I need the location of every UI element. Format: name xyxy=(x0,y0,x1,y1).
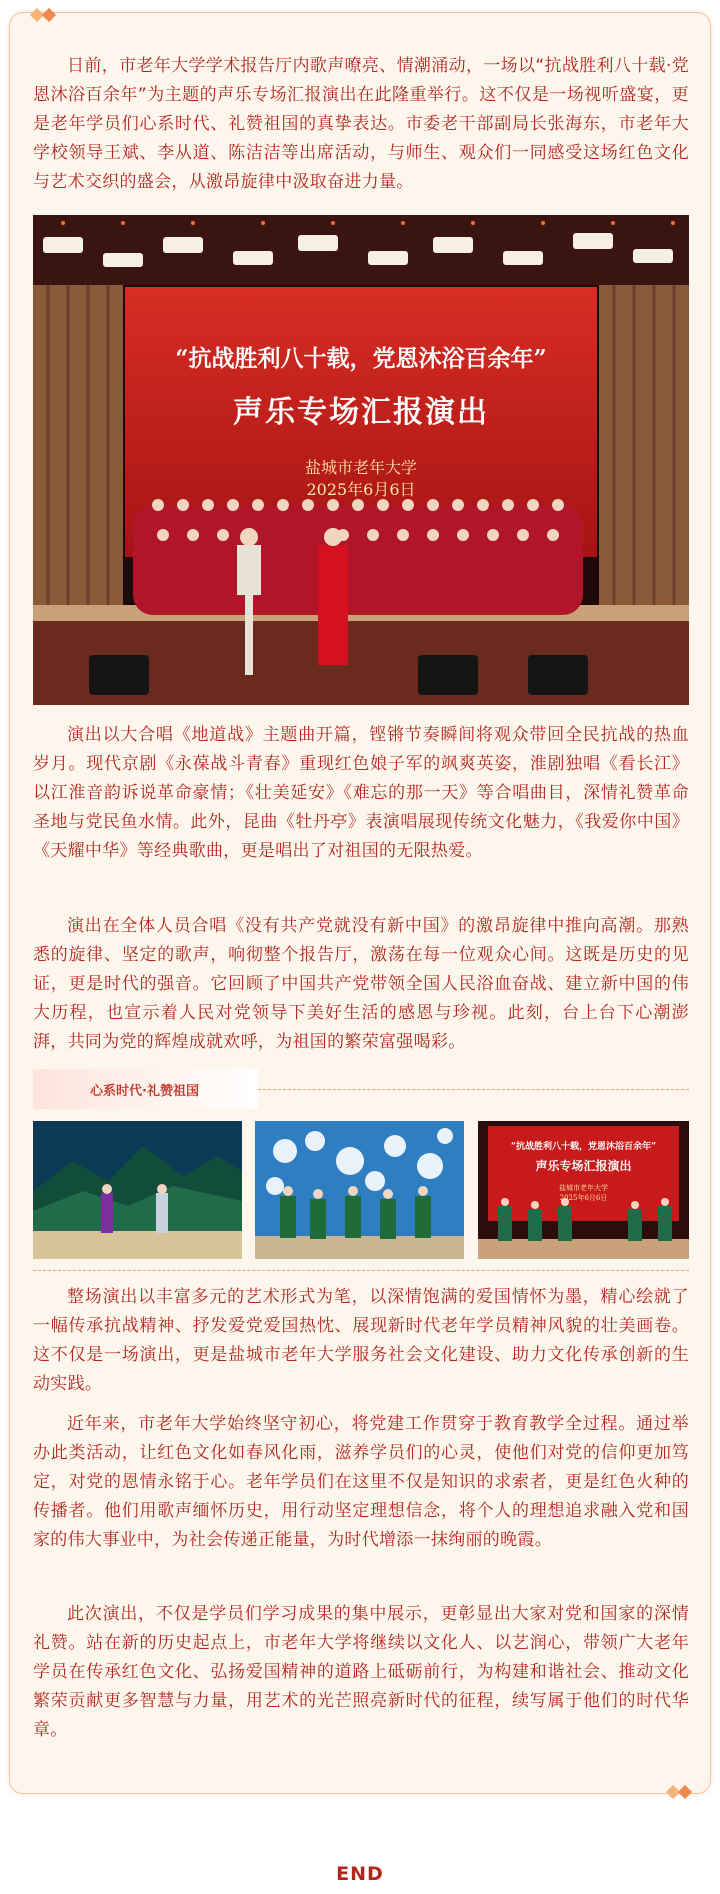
background-paragraph: 近年来，市老年大学始终坚守初心，将党建工作贯穿于教育教学全过程。通过举办此类活动，让红色文化如春风化雨，滋养学员们的心灵，使他们对党的信仰更加笃定，对党的恩情永铭于心。老年学员们在这里不仅是知识的求索者，更是红色火种的传播者。他们用歌声缅怀历史，用行动坚定理想信念，将个人的理想追求融入党和国家的伟大事业中，为社会传递正能量，为时代增添一抹绚丽的晚霞。 xyxy=(33,1414,689,1550)
program-paragraph: 演出以大合唱《地道战》主题曲开篇，铿锵节奏瞬间将观众带回全民抗战的热血岁月。现代京剧《永葆战斗青春》重现红色娘子军的飒爽英姿，淮剧独唱《看长江》以江淮音韵诉说革命豪情；《壮美延安》《难忘的那一天》等合唱曲目，深情礼赞革命圣地与党民鱼水情。此外，昆曲《牡丹亭》表演唱展现传统文化魅力，《我爱你中国》《天耀中华》等经典歌曲，更是唱出了对祖国的无限热爱。 xyxy=(33,725,689,861)
closing-paragraph: 此次演出，不仅是学员们学习成果的集中展示，更彰显出大家对党和国家的深情礼赞。站在新的历史起点上，市老年大学将继续以文化人、以艺润心，带领广大老年学员在传承红色文化、弘扬爱国精神的道路上砥砺前行，为构建和谐社会、推动文化繁荣贡献更多智慧与力量，用艺术的光芒照亮新时代的征程，续写属于他们的时代华章。 xyxy=(33,1604,689,1740)
summary-paragraph: 整场演出以丰富多元的艺术形式为笔，以深情饱满的爱国情怀为墨，精心绘就了一幅传承抗战精神、抒发爱党爱国热忱、展现新时代老年学员精神风貌的壮美画卷。这不仅是一场演出，更是盐城市老年大学服务社会文化建设、助力文化传承创新的生动实践。 xyxy=(33,1287,689,1394)
screen-subtitle: 声乐专场汇报演出 xyxy=(233,395,489,430)
screen-organizer: 盐城市老年大学 xyxy=(304,458,417,477)
screen-date: 2025年6月6日 xyxy=(306,480,416,499)
gallery-photo-2 xyxy=(255,1121,464,1259)
gallery-photo-3 xyxy=(478,1121,689,1259)
thumb3-screen-date: 2025年6月6日 xyxy=(559,1194,608,1202)
tag-divider xyxy=(258,1089,689,1090)
section-tag-label: 心系时代·礼赞祖国 xyxy=(90,1084,199,1099)
thumb3-screen-title: “抗战胜利八十载，党恩沐浴百余年” xyxy=(510,1142,657,1152)
gallery-divider xyxy=(33,1270,689,1271)
climax-paragraph: 演出在全体人员合唱《没有共产党就没有新中国》的激昂旋律中推向高潮。那熟悉的旋律、坚定的歌声，响彻整个报告厅，激荡在每一位观众心间。这既是历史的见证，更是时代的强音。它回顾了中国共产党带领全国人民浴血奋战、建立新中国的伟大历程，也宣示着人民对党领导下美好生活的感恩与珍视。此刻，台上台下心潮澎湃，共同为党的辉煌成就欢呼，为祖国的繁荣富强喝彩。 xyxy=(33,916,689,1052)
gallery-photo-1 xyxy=(33,1121,242,1259)
section-tag xyxy=(33,1069,258,1109)
end-label: END xyxy=(336,1863,384,1885)
screen-title: “抗战胜利八十载，党恩沐浴百余年” xyxy=(175,345,547,372)
thumb3-screen-subtitle: 声乐专场汇报演出 xyxy=(535,1159,632,1173)
thumb3-screen-organizer: 盐城市老年大学 xyxy=(559,1184,608,1192)
main-stage-photo xyxy=(33,215,689,705)
intro-paragraph: 日前，市老年大学学术报告厅内歌声嘹亮、情潮涌动，一场以“抗战胜利八十载·党恩沐浴百余年”为主题的声乐专场汇报演出在此隆重举行。这不仅是一场视听盛宴，更是老年学员们心系时代、礼赞祖国的真挚表达。市委老干部副局长张海东，市老年大学校领导王斌、李从道、陈洁洁等出席活动，与师生、观众们一同感受这场红色文化与艺术交织的盛会，从激昂旋律中汲取奋进力量。 xyxy=(33,56,689,192)
